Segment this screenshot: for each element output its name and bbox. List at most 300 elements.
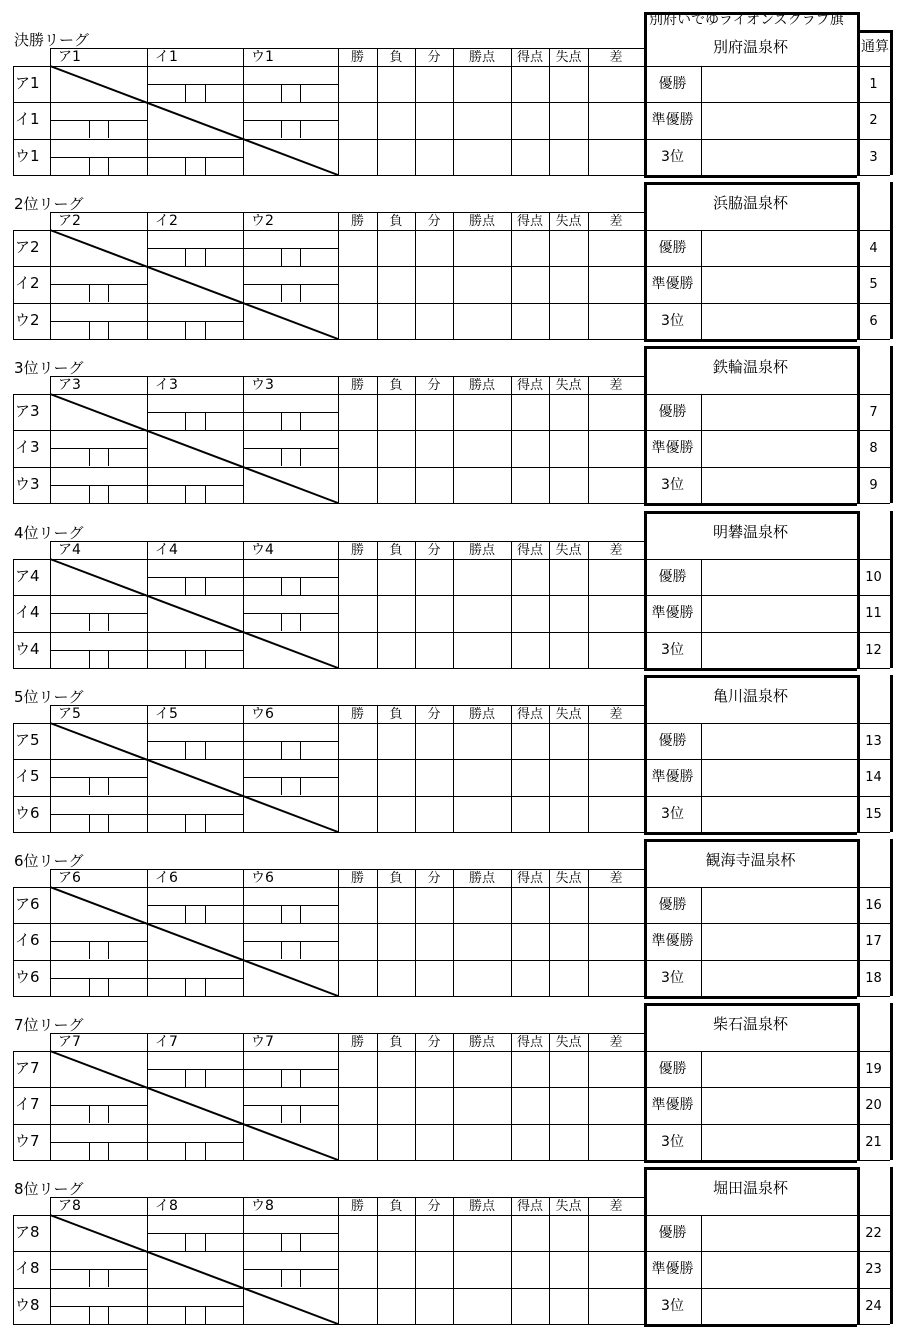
grid-line [511,376,512,503]
score-divider [281,613,282,631]
grid-line [511,1033,512,1160]
team-column-header: ア3 [58,377,81,393]
stat-header: 差 [609,214,623,229]
row-line [13,503,644,504]
total-column-right [890,182,893,339]
grid-line [549,1033,550,1160]
table-left-edge [13,559,14,668]
award-box-bottom [644,996,857,999]
total-row-line [857,923,890,924]
team-column-header: イ6 [155,870,178,886]
table-left-edge [13,394,14,503]
team-row-header: イ5 [15,767,40,785]
stat-header: 勝 [350,1035,364,1050]
score-divider [108,448,109,466]
team-column-header: イ4 [155,542,178,558]
stat-header: 分 [427,1199,441,1214]
score-divider [205,321,206,339]
stat-header: 勝点 [468,1035,495,1050]
score-divider [147,1233,243,1234]
score-divider [89,978,90,996]
award-box-bottom [644,339,857,342]
score-divider [205,978,206,996]
stat-header: 勝点 [468,214,495,229]
score-divider [147,978,243,979]
stat-header: 勝点 [468,378,495,393]
score-divider [300,1105,301,1123]
league-title: 7位リーグ [14,1016,84,1034]
league-title: 3位リーグ [14,359,84,377]
team-row-header: イ4 [15,603,40,621]
stat-header: 失点 [555,543,582,558]
score-divider [147,1142,243,1143]
grid-line [588,869,589,996]
stat-header: 勝点 [468,1199,495,1214]
score-divider [147,157,243,158]
score-divider [108,1269,109,1287]
team-column-header: ウ2 [251,213,274,229]
score-divider [89,1306,90,1324]
cup-name: 観海寺温泉杯 [705,851,796,869]
grid-line [588,1033,589,1160]
grid-line [453,541,454,668]
score-divider [281,120,282,138]
place-label: 準優勝 [651,440,694,456]
team-column-header: ウ6 [251,870,274,886]
stat-header: 負 [389,214,403,229]
score-divider [185,741,186,759]
grid-line [377,1033,378,1160]
total-row-line [857,394,890,395]
score-divider [281,448,282,466]
total-row-line [857,1215,890,1216]
team-column-header: イ8 [155,1198,178,1214]
score-divider [108,777,109,795]
award-row-line [644,559,857,560]
table-left-edge [13,887,14,996]
total-column-right [890,675,893,832]
total-row-line [857,1087,890,1088]
score-divider [185,905,186,923]
score-divider [205,1142,206,1160]
score-divider [147,1306,243,1307]
table-left-edge [13,1051,14,1160]
team-row-header: イ7 [15,1095,40,1113]
score-divider [89,941,90,959]
score-divider [281,577,282,595]
place-label: 優勝 [658,404,687,420]
award-row-line [644,887,857,888]
place-label: 優勝 [658,733,687,749]
place-label: 準優勝 [651,276,694,292]
score-divider [300,777,301,795]
grid-line [338,1197,339,1324]
award-row-line [644,1251,857,1252]
team-row-header: ウ4 [15,640,40,658]
score-divider [50,777,147,778]
score-divider [50,978,147,979]
grid-line [377,48,378,175]
team-column-header: ウ1 [251,49,274,65]
place-label: 優勝 [658,1225,687,1241]
score-divider [89,485,90,503]
grid-line [338,376,339,503]
team-row-header: イ2 [15,274,40,292]
table-left-edge [13,723,14,832]
score-divider [108,814,109,832]
award-row-line [644,796,857,797]
score-divider [147,1069,243,1070]
score-divider [205,485,206,503]
team-row-header: イ6 [15,931,40,949]
place-label: 準優勝 [651,933,694,949]
stat-header: 分 [427,214,441,229]
award-box-top [644,1003,857,1006]
overall-rank: 20 [865,1098,882,1113]
total-row-line [857,1160,890,1161]
grid-line [338,212,339,339]
grid-line [338,48,339,175]
grid-line [377,1197,378,1324]
team-column-header: ア5 [58,706,81,722]
team-column-header: ア1 [58,49,81,65]
place-label: 3位 [661,149,684,165]
total-row-line [857,102,890,103]
stat-header: 失点 [555,871,582,886]
grid-line [453,376,454,503]
cup-name: 亀川温泉杯 [712,687,788,705]
header-top-line [50,541,644,542]
team-column-header: イ3 [155,377,178,393]
place-label: 3位 [661,1134,684,1150]
score-divider [89,157,90,175]
stat-header: 差 [609,707,623,722]
award-row-line [644,723,857,724]
score-divider [243,284,338,285]
stat-header: 差 [609,871,623,886]
overall-rank: 5 [869,277,878,292]
score-divider [243,84,338,85]
score-divider [243,448,338,449]
award-box-top [644,511,857,514]
score-divider [185,248,186,266]
table-left-edge [13,230,14,339]
total-row-line [857,1324,890,1325]
team-column-header: ウ8 [251,1198,274,1214]
score-divider [89,1105,90,1123]
score-divider [50,1105,147,1106]
score-divider [300,412,301,430]
overall-rank: 23 [865,1262,882,1277]
score-divider [108,321,109,339]
total-row-line [857,595,890,596]
total-column-right [890,839,893,996]
place-label: 準優勝 [651,1097,694,1113]
stat-header: 差 [609,378,623,393]
total-row-line [857,430,890,431]
place-label: 3位 [661,1298,684,1314]
stat-header: 得点 [516,871,543,886]
cup-name: 別府温泉杯 [712,38,788,56]
grid-line [453,1033,454,1160]
score-divider [89,321,90,339]
overall-rank: 2 [869,113,878,128]
row-line [13,996,644,997]
league-title: 4位リーグ [14,524,84,542]
grid-line [415,705,416,832]
score-divider [147,650,243,651]
award-box-bottom [644,832,857,835]
score-divider [108,613,109,631]
stat-header: 差 [609,543,623,558]
header-top-line [50,212,644,213]
grid-line [377,705,378,832]
team-row-header: ウ6 [15,968,40,986]
award-row-line [644,1288,857,1289]
header-top-line [50,48,644,49]
stat-header: 負 [389,543,403,558]
score-divider [108,485,109,503]
award-row-line [644,467,857,468]
score-divider [89,120,90,138]
grid-line [549,705,550,832]
grid-line [549,48,550,175]
total-row-line [857,559,890,560]
stat-header: 得点 [516,1199,543,1214]
stat-header: 負 [389,707,403,722]
place-label: 3位 [661,806,684,822]
award-inner-line [701,723,702,832]
score-divider [185,1142,186,1160]
score-divider [243,412,338,413]
award-box-top [644,1167,857,1170]
score-divider [89,284,90,302]
overall-rank: 4 [869,241,878,256]
team-column-header: ウ3 [251,377,274,393]
team-row-header: ウ3 [15,475,40,493]
total-row-line [857,66,890,67]
score-divider [300,941,301,959]
score-divider [281,84,282,102]
score-divider [185,978,186,996]
overall-rank: 24 [865,1299,882,1314]
award-inner-line [701,66,702,175]
grid-line [588,48,589,175]
team-column-header: ア7 [58,1034,81,1050]
total-label: 通算 [861,39,889,55]
score-divider [50,941,147,942]
award-inner-line [701,230,702,339]
overall-rank: 19 [865,1062,882,1077]
stat-header: 勝 [350,378,364,393]
grid-line [453,48,454,175]
team-row-header: ウ6 [15,804,40,822]
team-column-header: イ1 [155,49,178,65]
score-divider [185,650,186,668]
overall-rank: 14 [865,770,882,785]
award-row-line [644,960,857,961]
total-row-line [857,887,890,888]
score-divider [147,412,243,413]
place-label: 優勝 [658,240,687,256]
total-row-line [857,1124,890,1125]
score-divider [205,1233,206,1251]
stat-header: 得点 [516,214,543,229]
stat-header: 負 [389,1035,403,1050]
total-row-line [857,632,890,633]
grid-line [453,1197,454,1324]
grid-line [549,541,550,668]
score-divider [108,284,109,302]
overall-rank: 16 [865,898,882,913]
total-row-line [857,467,890,468]
grid-line [549,1197,550,1324]
stat-header: 失点 [555,378,582,393]
stat-header: 勝点 [468,871,495,886]
stat-header: 分 [427,707,441,722]
team-row-header: ア1 [15,74,40,92]
stat-header: 失点 [555,50,582,65]
score-divider [300,1269,301,1287]
overall-rank: 3 [869,150,878,165]
score-divider [243,577,338,578]
score-divider [89,1142,90,1160]
score-divider [243,905,338,906]
score-divider [243,1269,338,1270]
score-divider [50,613,147,614]
cup-name: 浜脇温泉杯 [712,194,788,212]
score-divider [89,613,90,631]
overall-rank: 6 [869,314,878,329]
score-divider [185,814,186,832]
score-divider [243,1069,338,1070]
award-box-top [644,839,857,842]
score-divider [108,1306,109,1324]
score-divider [185,321,186,339]
stat-header: 失点 [555,1199,582,1214]
score-divider [108,157,109,175]
award-inner-line [701,394,702,503]
score-divider [185,1233,186,1251]
stat-header: 得点 [516,378,543,393]
grid-line [453,705,454,832]
stat-header: 負 [389,378,403,393]
total-row-line [857,339,890,340]
score-divider [243,777,338,778]
award-row-line [644,394,857,395]
table-left-edge [13,1215,14,1324]
score-divider [205,1069,206,1087]
stat-header: 分 [427,543,441,558]
row-line [13,832,644,833]
team-column-header: イ2 [155,213,178,229]
team-row-header: ア8 [15,1223,40,1241]
stat-header: 勝 [350,543,364,558]
team-row-header: イ3 [15,438,40,456]
team-column-header: イ5 [155,706,178,722]
stat-header: 勝点 [468,543,495,558]
award-row-line [644,430,857,431]
team-row-header: ア4 [15,567,40,585]
stat-header: 勝 [350,707,364,722]
place-label: 準優勝 [651,605,694,621]
grid-line [377,212,378,339]
award-row-line [644,1087,857,1088]
score-divider [300,577,301,595]
overall-rank: 22 [865,1226,882,1241]
cup-name: 鉄輪温泉杯 [712,358,788,376]
stat-header: 勝 [350,50,364,65]
stat-header: 得点 [516,50,543,65]
team-column-header: ウ4 [251,542,274,558]
award-row-line [644,1215,857,1216]
grid-line [415,1197,416,1324]
stat-header: 得点 [516,707,543,722]
total-column-right [890,1003,893,1160]
overall-rank: 7 [869,405,878,420]
award-box-bottom [644,175,857,178]
score-divider [147,577,243,578]
grid-line [377,869,378,996]
score-divider [300,905,301,923]
total-row-line [857,266,890,267]
place-label: 3位 [661,313,684,329]
score-divider [281,1069,282,1087]
overall-rank: 1 [869,77,878,92]
award-row-line [644,1124,857,1125]
award-row-line [644,923,857,924]
award-row-line [644,1051,857,1052]
total-column-top [857,30,890,33]
stat-header: 失点 [555,707,582,722]
score-divider [281,284,282,302]
score-divider [205,84,206,102]
league-title: 8位リーグ [14,1180,84,1198]
team-row-header: ウ1 [15,147,40,165]
score-divider [50,284,147,285]
score-divider [147,814,243,815]
grid-line [415,48,416,175]
overall-rank: 11 [865,606,882,621]
overall-rank: 17 [865,934,882,949]
league-title: 2位リーグ [14,195,84,213]
total-row-line [857,503,890,504]
score-divider [300,120,301,138]
score-divider [243,120,338,121]
league-title: 6位リーグ [14,852,84,870]
total-row-line [857,230,890,231]
row-line [13,1324,644,1325]
grid-line [549,212,550,339]
grid-line [415,541,416,668]
grid-line [338,869,339,996]
total-row-line [857,303,890,304]
score-divider [147,741,243,742]
score-divider [89,448,90,466]
score-divider [89,814,90,832]
score-divider [205,248,206,266]
total-row-line [857,723,890,724]
award-row-line [644,595,857,596]
score-divider [300,1233,301,1251]
award-row-line [644,632,857,633]
total-row-line [857,668,890,669]
score-divider [50,448,147,449]
team-column-header: ア4 [58,542,81,558]
grid-line [415,1033,416,1160]
score-divider [281,777,282,795]
grid-line [511,869,512,996]
